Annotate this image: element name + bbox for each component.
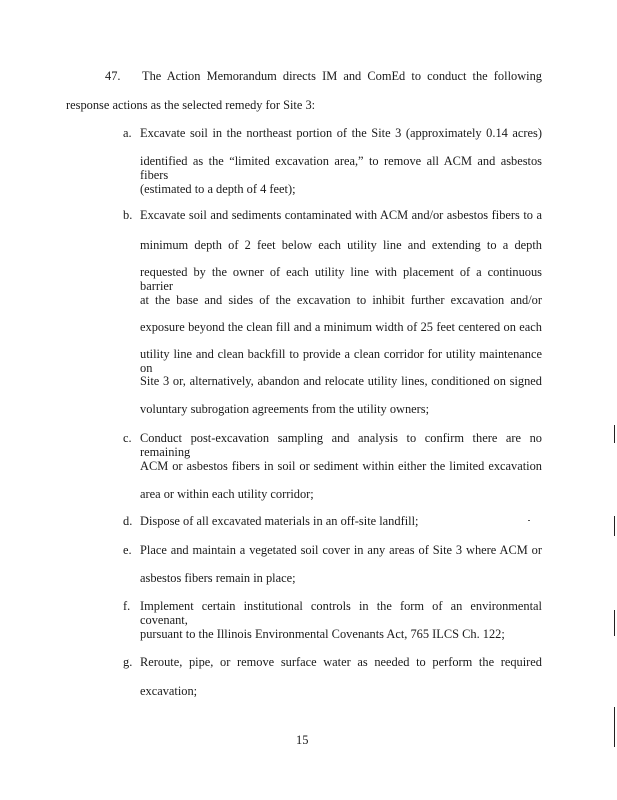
item-f-line-1: Implement certain institutional controls in the form of an environmental covenant,	[140, 599, 542, 627]
item-b-line-7: Site 3 or, alternatively, abandon and relocate utility lines, conditioned on signed	[140, 374, 542, 388]
item-d-line-1: Dispose of all excavated materials in an off-site landfill;	[140, 514, 419, 528]
item-marker-b: b.	[123, 208, 133, 222]
item-e-line-2: asbestos fibers remain in place;	[140, 571, 296, 585]
item-a-line-1: Excavate soil in the northeast portion of the Site 3 (approximately 0.14 acres)	[140, 126, 542, 140]
item-b-line-6: utility line and clean backfill to provide a clean corridor for utility maintenance on	[140, 347, 542, 375]
item-b-line-3: requested by the owner of each utility line with placement of a continuous barrier	[140, 265, 542, 293]
item-b-line-2: minimum depth of 2 feet below each utility line and extending to a depth	[140, 238, 542, 252]
item-g-line-1: Reroute, pipe, or remove surface water as needed to perform the required	[140, 655, 542, 669]
item-e-line-1: Place and maintain a vegetated soil cover in any areas of Site 3 where ACM or	[140, 543, 542, 557]
change-bar-3	[614, 610, 615, 636]
item-marker-c: c.	[123, 431, 132, 445]
item-b-line-8: voluntary subrogation agreements from the utility owners;	[140, 402, 430, 416]
change-bar-4	[614, 707, 615, 747]
item-f-line-2: pursuant to the Illinois Environmental Covenants Act, 765 ILCS Ch. 122;	[140, 627, 505, 641]
item-c-line-3: area or within each utility corridor;	[140, 487, 314, 501]
item-b-line-4: at the base and sides of the excavation to inhibit further excavation and/or	[140, 293, 542, 307]
item-c-line-2: ACM or asbestos fibers in soil or sediment within either the limited excavation	[140, 459, 542, 473]
item-a-line-2: identified as the “limited excavation area,” to remove all ACM and asbestos fibers	[140, 154, 542, 182]
item-c-line-1: Conduct post-excavation sampling and analysis to confirm there are no remaining	[140, 431, 542, 459]
item-marker-f: f.	[123, 599, 131, 613]
paragraph-intro-line-1: The Action Memorandum directs IM and ComEd to conduct the following	[142, 69, 542, 83]
item-marker-g: g.	[123, 655, 133, 669]
paragraph-number: 47.	[105, 69, 121, 83]
change-bar-2	[614, 516, 615, 536]
item-b-line-5: exposure beyond the clean fill and a minimum width of 25 feet centered on each	[140, 320, 542, 334]
paragraph-intro-line-2: response actions as the selected remedy for Site 3:	[66, 98, 316, 112]
page-number: 15	[296, 733, 309, 747]
item-marker-a: a.	[123, 126, 132, 140]
item-b-line-1: Excavate soil and sediments contaminated with ACM and/or asbestos fibers to a	[140, 208, 542, 222]
item-g-line-2: excavation;	[140, 684, 198, 698]
item-marker-d: d.	[123, 514, 133, 528]
item-a-line-3: (estimated to a depth of 4 feet);	[140, 182, 296, 196]
change-bar-1	[614, 425, 615, 443]
item-marker-e: e.	[123, 543, 132, 557]
scan-speck	[528, 520, 530, 521]
